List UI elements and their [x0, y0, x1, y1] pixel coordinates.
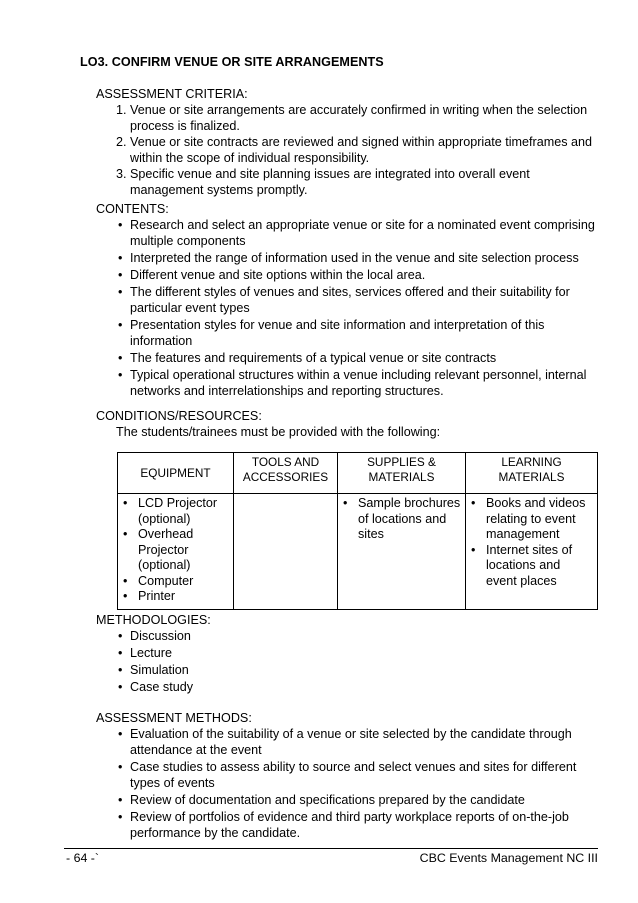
item-number: 3. — [116, 167, 127, 181]
bullet-icon: • — [118, 727, 123, 741]
methodologies-section — [96, 612, 606, 696]
list-item — [121, 589, 230, 605]
bullet-icon: • — [118, 268, 123, 282]
bullet-icon: • — [118, 351, 123, 365]
item-text: Interpreted the range of information used in the venue and site selection process — [130, 251, 579, 265]
item-text: Case study — [130, 680, 193, 694]
list-item — [96, 367, 606, 399]
item-text: Typical operational structures within a venue including relevant personnel, internal networks and interrelationships and reporting structures. — [130, 368, 587, 398]
item-text: Review of portfolios of evidence and third party workplace reports of on-the-job performance by the candidate. — [130, 810, 569, 840]
footer-title: CBC Events Management NC III — [419, 851, 598, 865]
list-item — [96, 679, 606, 695]
list-item — [96, 134, 606, 166]
list-item — [96, 350, 606, 366]
item-text: Books and videos relating to event management — [486, 496, 586, 541]
bullet-icon: • — [123, 496, 128, 510]
bullet-icon: • — [123, 573, 128, 588]
equipment-cell — [118, 494, 234, 610]
list-item — [121, 574, 230, 590]
item-text: Specific venue and site planning issues are integrated into overall event management systems promptly. — [130, 167, 530, 197]
item-text: The features and requirements of a typical venue or site contracts — [130, 351, 497, 365]
list-item — [469, 496, 594, 543]
table-row — [118, 494, 598, 610]
bullet-icon: • — [471, 496, 476, 510]
bullet-icon: • — [118, 318, 123, 332]
list-item — [96, 217, 606, 249]
list-item — [96, 809, 606, 841]
table-header-row — [118, 453, 598, 494]
conditions-section — [96, 408, 606, 440]
bullet-icon: • — [118, 285, 123, 299]
bullet-icon: • — [118, 680, 123, 694]
item-text: Different venue and site options within the local area. — [130, 268, 426, 282]
item-text: Overhead Projector (optional) — [138, 527, 194, 572]
bullet-icon: • — [118, 646, 123, 660]
list-item — [96, 166, 606, 198]
assessment-methods-section — [96, 710, 606, 842]
item-text: Discussion — [130, 629, 191, 643]
item-text: Simulation — [130, 663, 189, 677]
learning-cell — [466, 494, 598, 610]
item-text: Review of documentation and specifications prepared by the candidate — [130, 793, 525, 807]
item-text: The different styles of venues and sites, services offered and their suitability for particular event types — [130, 285, 570, 315]
item-text: Venue or site arrangements are accurately confirmed in writing when the selection process is finalized. — [130, 103, 588, 133]
methodologies-list — [96, 628, 606, 695]
bullet-icon: • — [123, 589, 128, 603]
item-text: Research and select an appropriate venue or site for a nominated event comprising multiple components — [130, 218, 595, 248]
list-item — [96, 726, 606, 758]
item-text: Venue or site contracts are reviewed and signed within appropriate timeframes and within the scope of individual responsibility. — [130, 135, 593, 165]
bullet-icon: • — [343, 496, 348, 510]
column-header-equipment: EQUIPMENT — [118, 453, 234, 494]
list-item — [341, 496, 462, 543]
supplies-cell — [338, 494, 466, 610]
bullet-icon: • — [118, 760, 123, 774]
list-item — [96, 250, 606, 266]
bullet-icon: • — [123, 527, 128, 541]
item-text: Sample brochures of locations and sites — [358, 496, 461, 541]
column-header-tools: TOOLS AND ACCESSORIES — [234, 453, 338, 494]
bullet-icon: • — [118, 810, 123, 824]
bullet-icon: • — [118, 793, 123, 807]
column-header-supplies: SUPPLIES & MATERIALS — [338, 453, 466, 494]
item-text: Lecture — [130, 646, 173, 660]
page-number: - 64 -` — [66, 851, 100, 865]
list-item — [96, 284, 606, 316]
bullet-icon: • — [471, 542, 476, 557]
item-text: Printer — [138, 589, 176, 603]
bullet-icon: • — [118, 629, 123, 643]
list-item — [96, 645, 606, 661]
item-text: Evaluation of the suitability of a venue or site selected by the candidate through attendance at the event — [130, 727, 572, 757]
bullet-icon: • — [118, 251, 123, 265]
list-item — [96, 267, 606, 283]
contents-section — [96, 201, 606, 400]
page-title: LO3. CONFIRM VENUE OR SITE ARRANGEMENTS — [80, 55, 384, 69]
conditions-intro: The students/trainees must be provided with the following: — [116, 425, 441, 439]
list-item — [96, 628, 606, 644]
bullet-icon: • — [118, 368, 123, 382]
footer-divider — [64, 848, 598, 849]
contents-list — [96, 217, 606, 399]
list-item — [96, 759, 606, 791]
list-item — [469, 543, 594, 590]
item-text: Internet sites of locations and event places — [486, 542, 573, 588]
assessment-methods-list — [96, 726, 606, 841]
assessment-criteria-section — [96, 86, 606, 198]
list-item — [96, 317, 606, 349]
bullet-icon: • — [118, 663, 123, 677]
assessment-criteria-list — [96, 102, 606, 198]
contents-heading: CONTENTS: — [96, 202, 169, 216]
list-item — [96, 792, 606, 808]
assessment-methods-heading: ASSESSMENT METHODS: — [96, 711, 252, 725]
methodologies-heading: METHODOLOGIES: — [96, 613, 211, 627]
item-number: 1. — [116, 103, 127, 117]
item-number: 2. — [116, 135, 127, 149]
assessment-criteria-heading: ASSESSMENT CRITERIA: — [96, 87, 248, 101]
list-item — [121, 527, 230, 574]
column-header-learning: LEARNING MATERIALS — [466, 453, 598, 494]
tools-cell — [234, 494, 338, 610]
bullet-icon: • — [118, 218, 123, 232]
list-item — [121, 496, 230, 527]
item-text: LCD Projector (optional) — [138, 496, 218, 526]
item-text: Presentation styles for venue and site information and interpretation of this information — [130, 318, 545, 348]
item-text: Case studies to assess ability to source and select venues and sites for different types of events — [130, 760, 577, 790]
resources-table — [117, 452, 598, 610]
list-item — [96, 102, 606, 134]
list-item — [96, 662, 606, 678]
item-text: Computer — [138, 573, 194, 588]
conditions-heading: CONDITIONS/RESOURCES: — [96, 409, 262, 423]
